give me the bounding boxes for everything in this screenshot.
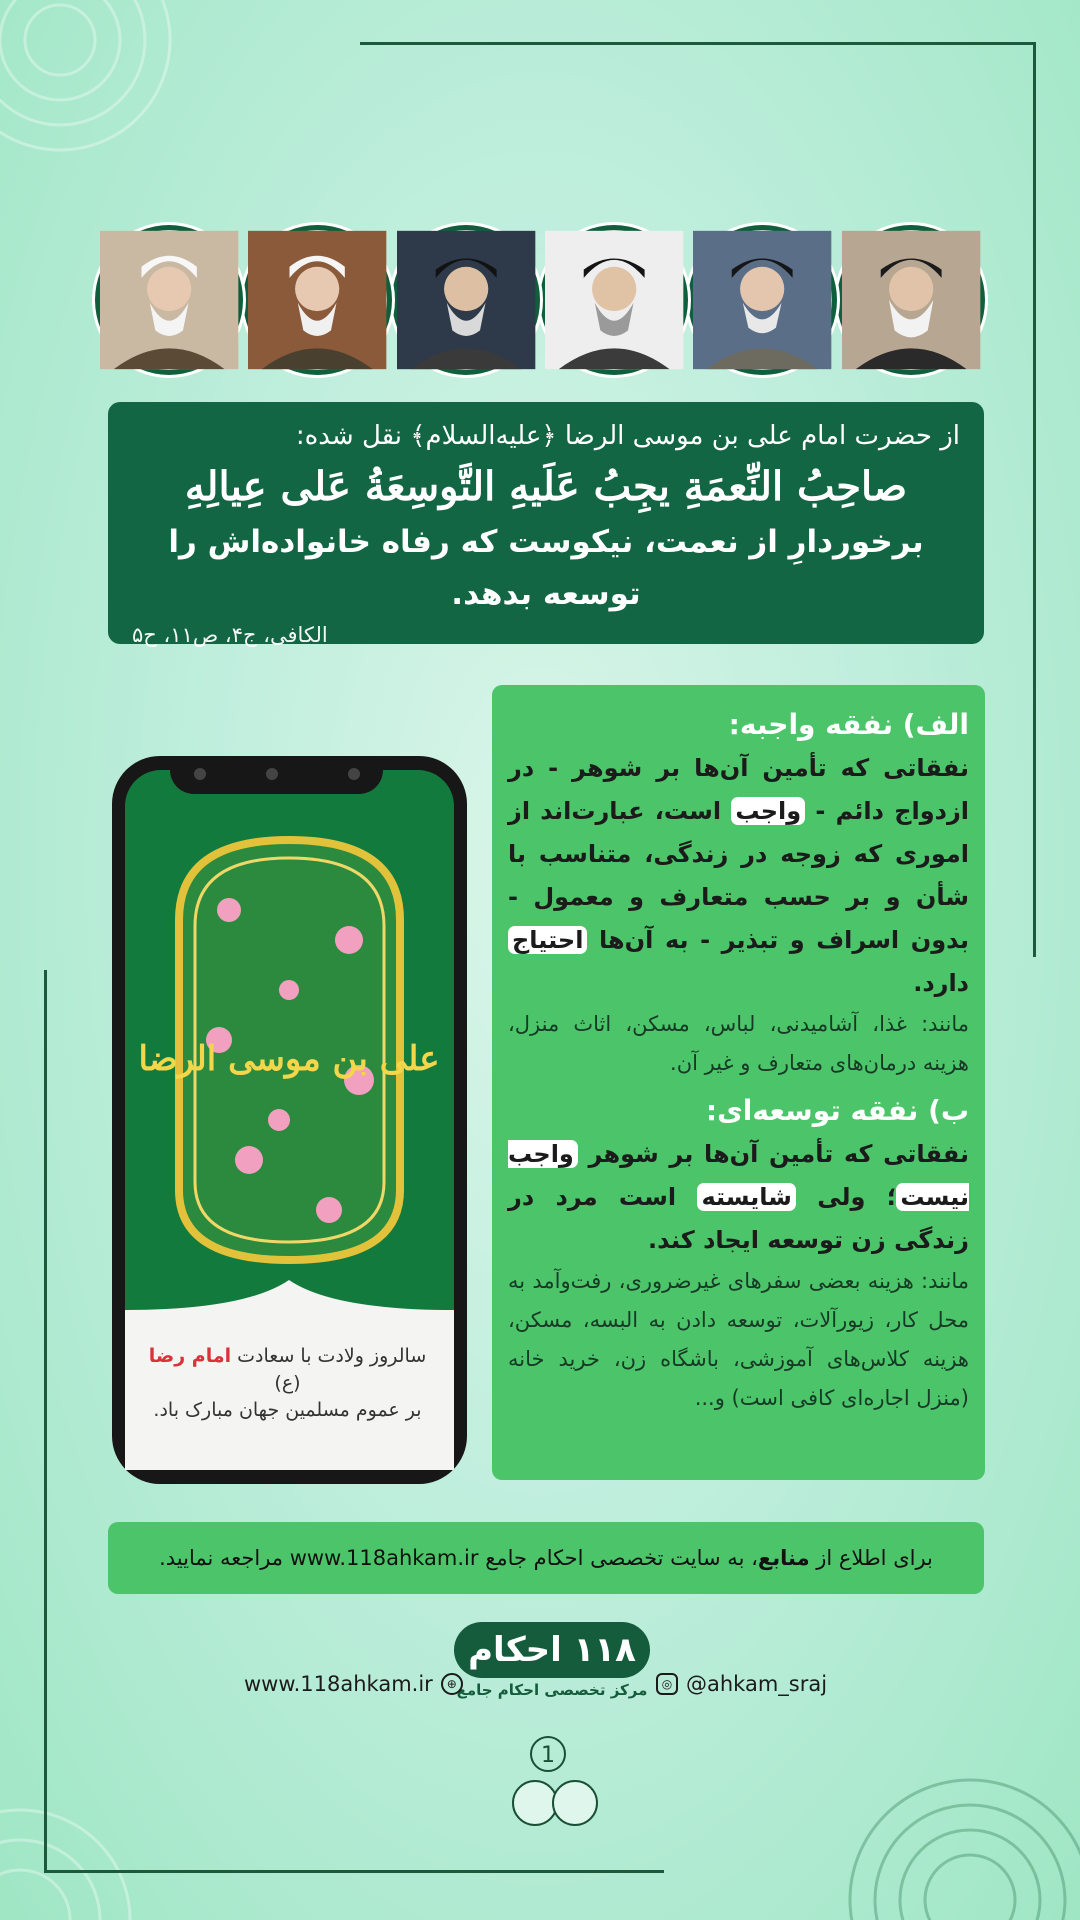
camera-icon: [348, 768, 360, 780]
section-a-example: مانند: غذا، آشامیدنی، لباس، مسکن، اثاث منزل، هزینه درمان‌های متعارف و غیر آن.: [508, 1012, 969, 1075]
handle-text[interactable]: @ahkam_sraj: [686, 1672, 828, 1696]
phone-screen: [125, 770, 454, 1470]
section-b-text-1: نفقاتی که تأمین آن‌ها بر شوهر: [577, 1140, 969, 1168]
calligraphy-text: علی بن موسی الرضا: [138, 1039, 440, 1079]
hadith-box: [108, 402, 984, 647]
portrait-row: [95, 225, 985, 370]
hadith-intro: از حضرت امام علی بن موسی الرضا ﴿علیه‌السلام﴾ نقل شده:: [295, 421, 960, 451]
logo-text: ۱۱۸ احکام: [454, 1622, 650, 1678]
page-number: 1: [530, 1736, 566, 1772]
ornament-bottom-left: [0, 1760, 220, 1920]
section-a-highlight-2: احتیاج: [508, 926, 587, 954]
section-a-text-2: است، عبارت‌اند از اموری که زوجه در زندگی، متناسب با شأن و بر حسب متعارف و معمول - بدون اسراف و تبذیر - به آن‌ها: [508, 797, 969, 954]
sources-text-2: ، به سایت تخصصی احکام جامع www.118ahkam.ir مراجعه نمایید.: [159, 1546, 758, 1570]
section-b-highlight-2: شایسته: [697, 1183, 795, 1211]
ornament-bottom-right: [820, 1720, 1080, 1920]
section-b-body: [508, 1133, 969, 1262]
phone-mockup: [112, 756, 467, 1484]
section-b-highlight-1: واجب نیست: [508, 1140, 969, 1211]
section-a-body: [508, 747, 969, 1005]
instagram-icon: ◎: [656, 1673, 678, 1695]
camera-icon: [194, 768, 206, 780]
section-a-heading: الف) نفقه واجبه:: [728, 708, 969, 741]
section-b-text-2: ؛ ولی: [795, 1183, 897, 1211]
section-a-highlight-1: واجب: [731, 797, 805, 825]
hadith-arabic: صاحِبُ النِّعمَةِ یجِبُ عَلَیهِ التَّوسِعَةُ عَلی عِیالِهِ: [184, 463, 908, 510]
hadith-source: الکافی، ج۴، ص۱۱، ح۵: [132, 623, 328, 647]
frame-line-bottom: [44, 1870, 664, 1873]
portrait-6: [95, 225, 243, 375]
frame-line-right: [1033, 42, 1036, 957]
ornament-top-left: [0, 0, 260, 230]
greeting-name: امام رضا: [148, 1345, 232, 1367]
sources-bold: منابع: [757, 1546, 810, 1570]
greeting-text-2: بر عموم مسلمین جهان مبارک باد.: [153, 1399, 422, 1421]
greeting-honorific: (ع): [274, 1372, 301, 1394]
phone-notch: [170, 756, 383, 794]
sources-text-1: برای اطلاع از: [809, 1546, 933, 1570]
rules-box: [492, 685, 985, 1480]
frame-line-top: [360, 42, 1036, 45]
page-dot-2: [552, 1780, 598, 1826]
portrait-4: [392, 225, 540, 375]
frame-line-left: [44, 970, 47, 1872]
logo-subtitle: مرکز تخصصی احکام جامع: [456, 1681, 648, 1699]
sources-box: [108, 1522, 984, 1594]
portrait-1: [837, 225, 985, 375]
portrait-2: [688, 225, 836, 375]
website-text[interactable]: www.118ahkam.ir: [244, 1672, 433, 1696]
portrait-3: [540, 225, 688, 375]
greeting-text-1: سالروز ولادت با سعادت: [231, 1345, 427, 1367]
brand-logo: [454, 1622, 650, 1704]
screen-greeting-text: [135, 1343, 440, 1424]
section-b-example: مانند: هزینه بعضی سفرهای غیرضروری، رفت‌وآمد به محل کار، زیورآلات، توسعه دادن به البسه، مسکن، هزینه کلاس‌های آموزشی، باشگاه زن، خرید خانه (منزل اجاره‌ای کافی است) و...: [508, 1269, 969, 1410]
website-contact[interactable]: [244, 1668, 463, 1700]
calligraphy-artwork: [138, 830, 440, 1270]
section-a-text-3: دارد.: [913, 969, 969, 997]
section-b-text-3: است مرد در زندگی زن توسعه ایجاد کند.: [508, 1183, 969, 1254]
section-b-heading: ب) نفقه توسعه‌ای:: [705, 1094, 969, 1127]
globe-icon: ⊕: [441, 1673, 463, 1695]
portrait-5: [243, 225, 391, 375]
social-contact[interactable]: [656, 1668, 827, 1700]
camera-icon: [266, 768, 278, 780]
hadith-persian: برخوردارِ از نعمت، نیکوست که رفاه خانواده‌اش را توسعه بدهد.: [168, 524, 924, 612]
section-a-text-1: نفقاتی که تأمین آن‌ها بر شوهر - در ازدواج دائم -: [508, 754, 970, 825]
